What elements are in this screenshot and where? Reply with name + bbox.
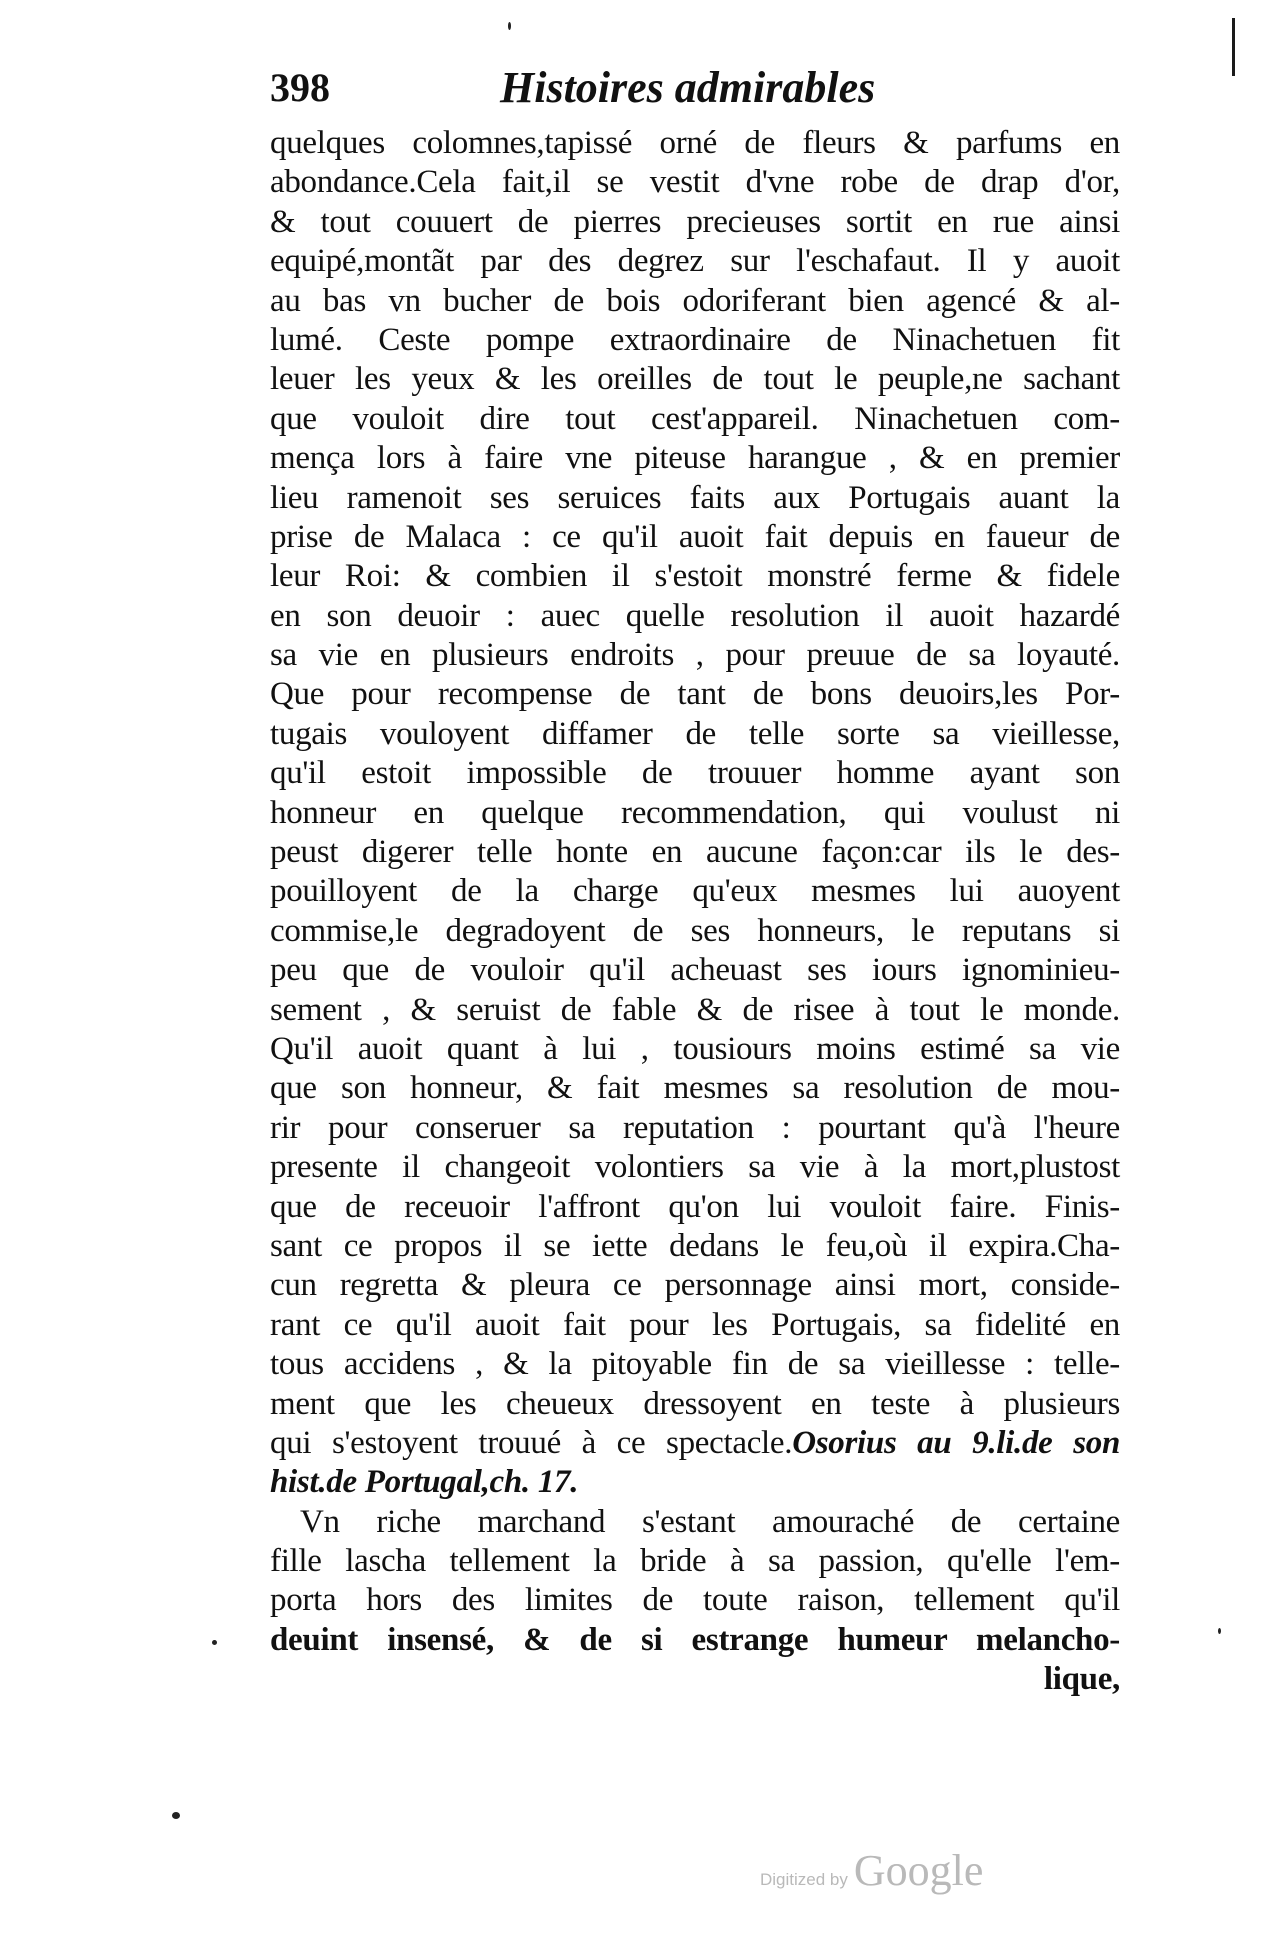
- text-line: abondance.Cela fait,il se vestit d'vne robe de drap d'or,: [270, 164, 1120, 201]
- google-logo: Google: [853, 1846, 984, 1895]
- text-line: porta hors des limites de toute raison, tellement qu'il: [270, 1582, 1120, 1619]
- text-line: Que pour recompense de tant de bons deuoirs,les Por-: [270, 676, 1120, 713]
- citation-end: hist.de Portugal,ch. 17.: [270, 1464, 579, 1501]
- text-line: presente il changeoit volontiers sa vie à la mort,plustost: [270, 1149, 1120, 1186]
- ink-speck: [508, 22, 511, 30]
- text-line: leur Roi: & combien il s'estoit monstré ferme & fidele: [270, 558, 1120, 595]
- text-line: Qu'il auoit quant à lui , tousiours moins estimé sa vie: [270, 1030, 1120, 1067]
- text-line: prise de Malaca : ce qu'il auoit fait depuis en faueur de: [270, 518, 1120, 555]
- text-line: sa vie en plusieurs endroits , pour preuue de sa loyauté.: [270, 637, 1120, 674]
- text-line: peust digerer telle honte en aucune façon:car ils le des-: [270, 834, 1120, 871]
- watermark-prefix: Digitized by: [760, 1870, 848, 1889]
- text-line: que de receuoir l'affront qu'on lui vouloit faire. Finis-: [270, 1188, 1120, 1225]
- text-line: commise,le degradoyent de ses honneurs, le reputans si: [270, 912, 1120, 949]
- text-line: en son deuoir : auec quelle resolution il auoit hazardé: [270, 597, 1120, 634]
- body-text: [270, 124, 1120, 1700]
- catchword: lique,: [1043, 1661, 1120, 1698]
- text-line: rir pour conseruer sa reputation : pourtant qu'à l'heure: [270, 1109, 1120, 1146]
- ink-speck: [172, 1812, 180, 1819]
- text-line: mença lors à faire vne piteuse harangue , & en premier: [270, 440, 1120, 477]
- text-line: & tout couuert de pierres precieuses sortit en rue ainsi: [270, 203, 1120, 240]
- scan-edge-mark: [1232, 18, 1235, 76]
- text-line: cun regretta & pleura ce personnage ainsi mort, conside-: [270, 1267, 1120, 1304]
- digitization-watermark: [760, 1845, 983, 1897]
- page-number: 398: [270, 65, 330, 110]
- running-title: Histoires admirables: [500, 63, 876, 112]
- ink-speck: [212, 1640, 217, 1645]
- text-line: lieu ramenoit ses seruices faits aux Portugais auant la: [270, 479, 1120, 516]
- text-line: qu'il estoit impossible de trouuer homme ayant son: [270, 755, 1120, 792]
- text-line: lumé. Ceste pompe extraordinaire de Ninachetuen fit: [270, 321, 1120, 358]
- text-line: leuer les yeux & les oreilles de tout le peuple,ne sachant: [270, 361, 1120, 398]
- text-line: honneur en quelque recommendation, qui voulust ni: [270, 794, 1120, 831]
- text-line: au bas vn bucher de bois odoriferant bien agencé & al-: [270, 282, 1120, 319]
- text-line: fille lascha tellement la bride à sa passion, qu'elle l'em-: [270, 1543, 1120, 1580]
- text-line: ment que les cheueux dressoyent en teste à plusieurs: [270, 1385, 1120, 1422]
- text-line: rant ce qu'il auoit fait pour les Portugais, sa fidelité en: [270, 1306, 1120, 1343]
- citation-line-text: qui s'estoyent trouué à ce spectacle.: [270, 1424, 793, 1461]
- text-line: Vn riche marchand s'estant amouraché de certaine: [300, 1503, 1120, 1540]
- text-line: sement , & seruist de fable & de risee à tout le monde.: [270, 991, 1120, 1028]
- text-line: tugais vouloyent diffamer de telle sorte sa vieillesse,: [270, 715, 1120, 752]
- text-line: deuint insensé, & de si estrange humeur melancho-: [270, 1621, 1120, 1658]
- text-line: que son honneur, & fait mesmes sa resolution de mou-: [270, 1070, 1120, 1107]
- text-line: equipé,montãt par des degrez sur l'eschafaut. Il y auoit: [270, 243, 1120, 280]
- text-line: pouilloyent de la charge qu'eux mesmes lui auoyent: [270, 873, 1120, 910]
- text-line: tous accidens , & la pitoyable fin de sa vieillesse : telle-: [270, 1346, 1120, 1383]
- text-line: quelques colomnes,tapissé orné de fleurs & parfums en: [270, 125, 1120, 161]
- page-header: [270, 62, 970, 114]
- citation-reference: Osorius au 9.li.de son: [792, 1424, 1120, 1461]
- text-line: sant ce propos il se iette dedans le feu,où il expira.Cha-: [270, 1227, 1120, 1264]
- text-line: peu que de vouloir qu'il acheuast ses iours ignominieu-: [270, 952, 1120, 989]
- text-line: que vouloit dire tout cest'appareil. Ninachetuen com-: [270, 400, 1120, 437]
- ink-speck: [1218, 1628, 1221, 1634]
- citation-line: [270, 1424, 1120, 1463]
